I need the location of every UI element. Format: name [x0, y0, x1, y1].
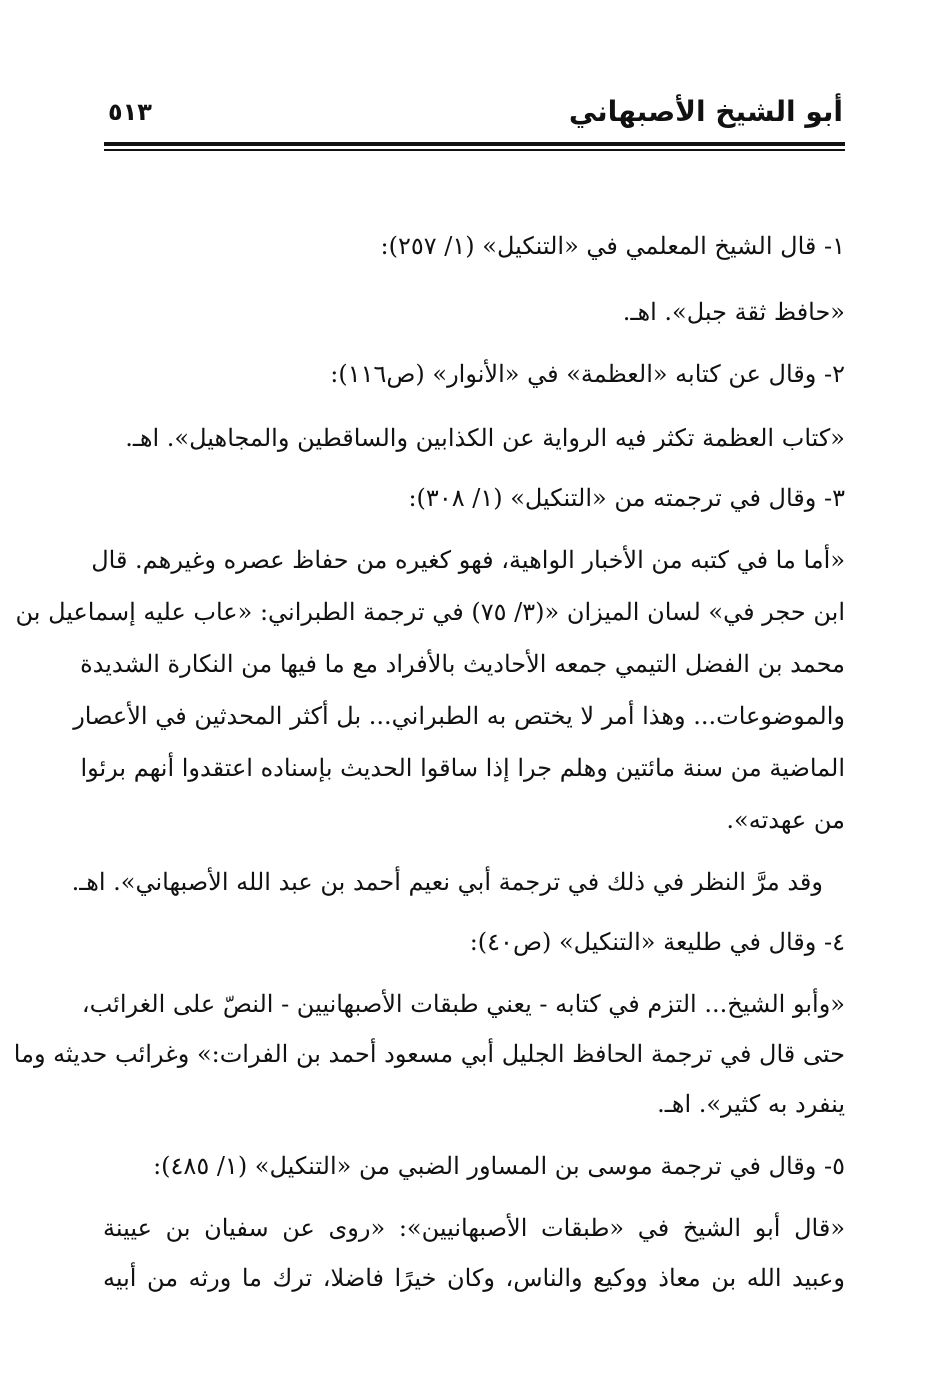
text-line: ٣- وقال في ترجمته من «التنكيل» (١/ ٣٠٨):: [408, 484, 845, 512]
text-line: «أما ما في كتبه من الأخبار الواهية، فهو كغيره من حفاظ عصره وغيرهم. قال: [91, 546, 845, 574]
text-line: ١- قال الشيخ المعلمي في «التنكيل» (١/ ٢٥٧):: [380, 232, 845, 260]
text-line: ٢- وقال عن كتابه «العظمة» في «الأنوار» (ص١١٦):: [330, 360, 845, 388]
text-line: «كتاب العظمة تكثر فيه الرواية عن الكذابين والساقطين والمجاهيل». اهـ.: [125, 424, 845, 452]
page-number: ٥١٣: [108, 98, 152, 126]
text-line: «وأبو الشيخ... التزم في كتابه - يعني طبقات الأصبهانيين - النصّ على الغرائب،: [81, 990, 845, 1018]
text-line: الماضية من سنة مائتين وهلم جرا إذا ساقوا الحديث بإسناده اعتقدوا أنهم برئوا: [80, 754, 845, 782]
text-line: «حافظ ثقة جبل». اهـ.: [622, 298, 845, 326]
text-line: محمد بن الفضل التيمي جمعه الأحاديث بالأفراد مع ما فيها من النكارة الشديدة: [80, 650, 845, 678]
text-line: وعبيد الله بن معاذ ووكيع والناس، وكان خيرًا فاضلا، ترك ما ورثه من أبيه: [103, 1264, 845, 1292]
header-title: أبو الشيخ الأصبهاني: [568, 95, 843, 128]
text-line: والموضوعات... وهذا أمر لا يختص به الطبراني... بل أكثر المحدثين في الأعصار: [73, 702, 845, 730]
text-line: من عهدته».: [726, 806, 845, 834]
header-rule-thin: [104, 149, 845, 151]
text-line: ٤- وقال في طليعة «التنكيل» (ص٤٠):: [469, 928, 845, 956]
text-line: ينفرد به كثير». اهـ.: [657, 1090, 845, 1118]
running-header: [108, 92, 843, 136]
text-line: ٥- وقال في ترجمة موسى بن المساور الضبي من «التنكيل» (١/ ٤٨٥):: [153, 1152, 845, 1180]
text-line: ابن حجر في» لسان الميزان «(٣/ ٧٥) في ترجمة الطبراني: «عاب عليه إسماعيل بن: [15, 598, 845, 626]
header-rule-thick: [104, 142, 845, 146]
text-line: «قال أبو الشيخ في «طبقات الأصبهانيين»: «روى عن سفيان بن عيينة: [103, 1214, 845, 1242]
text-line: حتى قال في ترجمة الحافظ الجليل أبي مسعود أحمد بن الفرات:» وغرائب حديثه وما: [13, 1040, 845, 1068]
text-line: وقد مرَّ النظر في ذلك في ترجمة أبي نعيم أحمد بن عبد الله الأصبهاني». اهـ.: [71, 868, 823, 896]
